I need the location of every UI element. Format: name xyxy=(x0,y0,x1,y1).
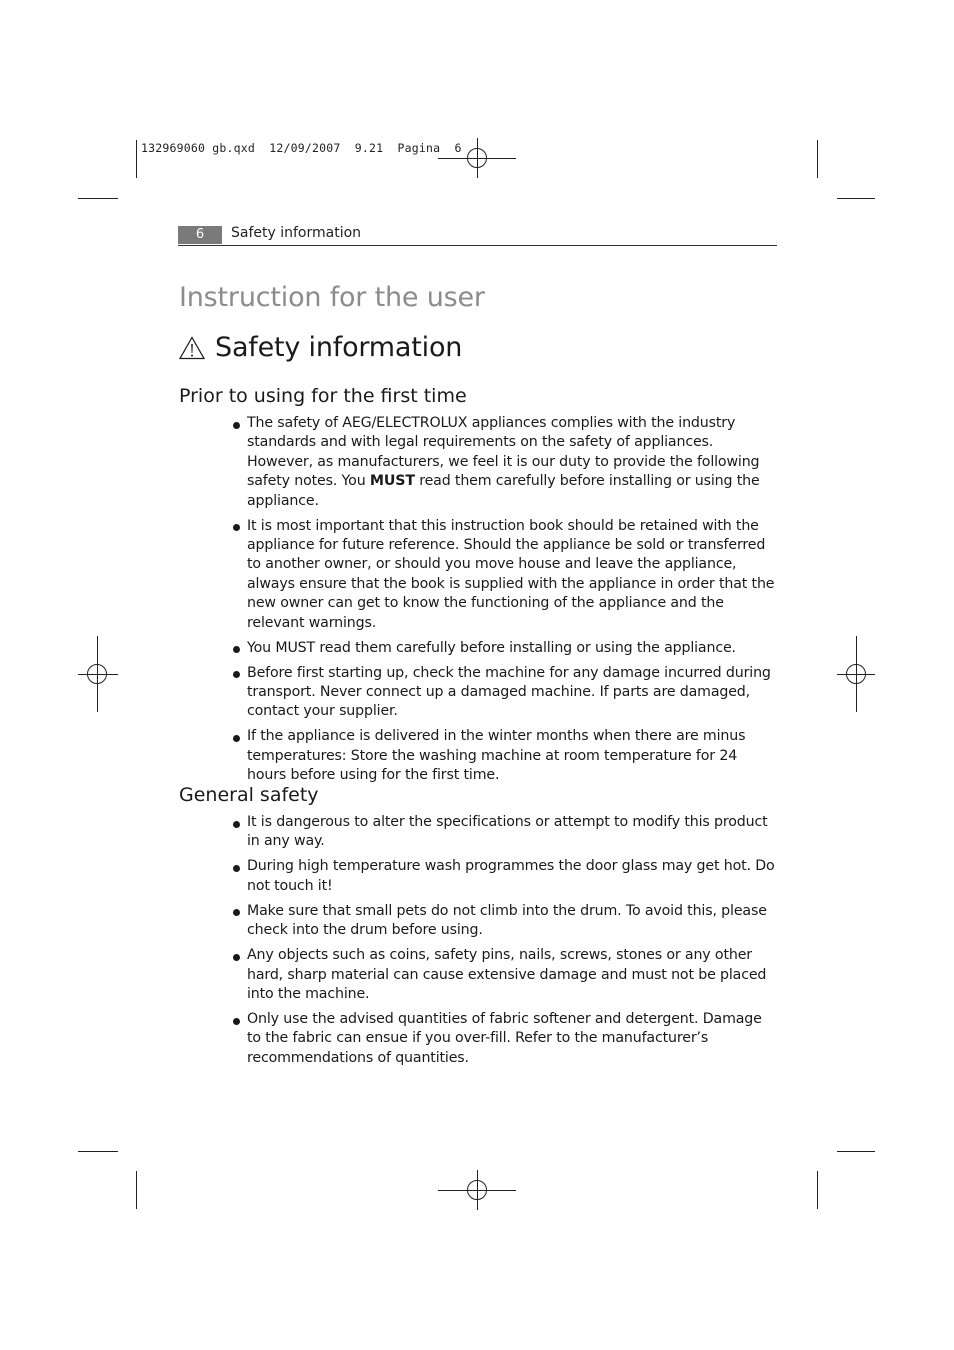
registration-mark-icon xyxy=(846,664,866,684)
list-item: It is dangerous to alter the specifications or attempt to modify this product in any way. xyxy=(231,813,779,852)
list-item: During high temperature wash programmes the door glass may get hot. Do not touch it! xyxy=(231,857,779,896)
print-slug: 132969060 gb.qxd 12/09/2007 9.21 Pagina 6 xyxy=(141,141,462,155)
safety-heading xyxy=(179,332,462,363)
section-heading-general-safety: General safety xyxy=(179,784,319,806)
list-item: The safety of AEG/ELECTROLUX appliances complies with the industry standards and with legal requirements on the safety of appliances. However, as manufacturers, we feel it is our duty to provide the following safety notes. You MUST read them carefully before installing or using the appliance. xyxy=(231,414,779,511)
list-item: If the appliance is delivered in the winter months when there are minus temperatures: Store the washing machine at room temperature for 24 hours before using for the first time. xyxy=(231,727,779,785)
registration-mark-icon xyxy=(467,1180,487,1200)
list-item: You MUST read them carefully before installing or using the appliance. xyxy=(231,639,779,658)
page-number-badge: 6 xyxy=(178,226,222,244)
list-item: Only use the advised quantities of fabric softener and detergent. Damage to the fabric can ensue if you over-fill. Refer to the manufacturer’s recommendations of quantities. xyxy=(231,1010,779,1068)
section-heading-first-use: Prior to using for the first time xyxy=(179,385,467,407)
list-item: Make sure that small pets do not climb into the drum. To avoid this, please check into the drum before using. xyxy=(231,902,779,941)
document-title: Instruction for the user xyxy=(179,282,485,313)
safety-title: Safety information xyxy=(215,332,463,363)
registration-mark-icon xyxy=(467,148,487,168)
list-item: Any objects such as coins, safety pins, nails, screws, stones or any other hard, sharp material can cause extensive damage and must not be placed into the machine. xyxy=(231,946,779,1004)
list-item: It is most important that this instruction book should be retained with the appliance for future reference. Should the appliance be sold or transferred to another owner, or should you move house and leave the appliance, always ensure that the book is supplied with the appliance in order that the new owner can get to know the functioning of the appliance and the relevant warnings. xyxy=(231,517,779,633)
header-divider xyxy=(178,245,777,246)
list-item: Before first starting up, check the machine for any damage incurred during transport. Never connect up a damaged machine. If parts are damaged, contact your supplier. xyxy=(231,664,779,722)
warning-triangle-icon xyxy=(179,336,205,360)
first-use-list xyxy=(231,414,779,791)
general-safety-list xyxy=(231,813,779,1074)
running-header-title: Safety information xyxy=(231,225,362,241)
registration-mark-icon xyxy=(87,664,107,684)
